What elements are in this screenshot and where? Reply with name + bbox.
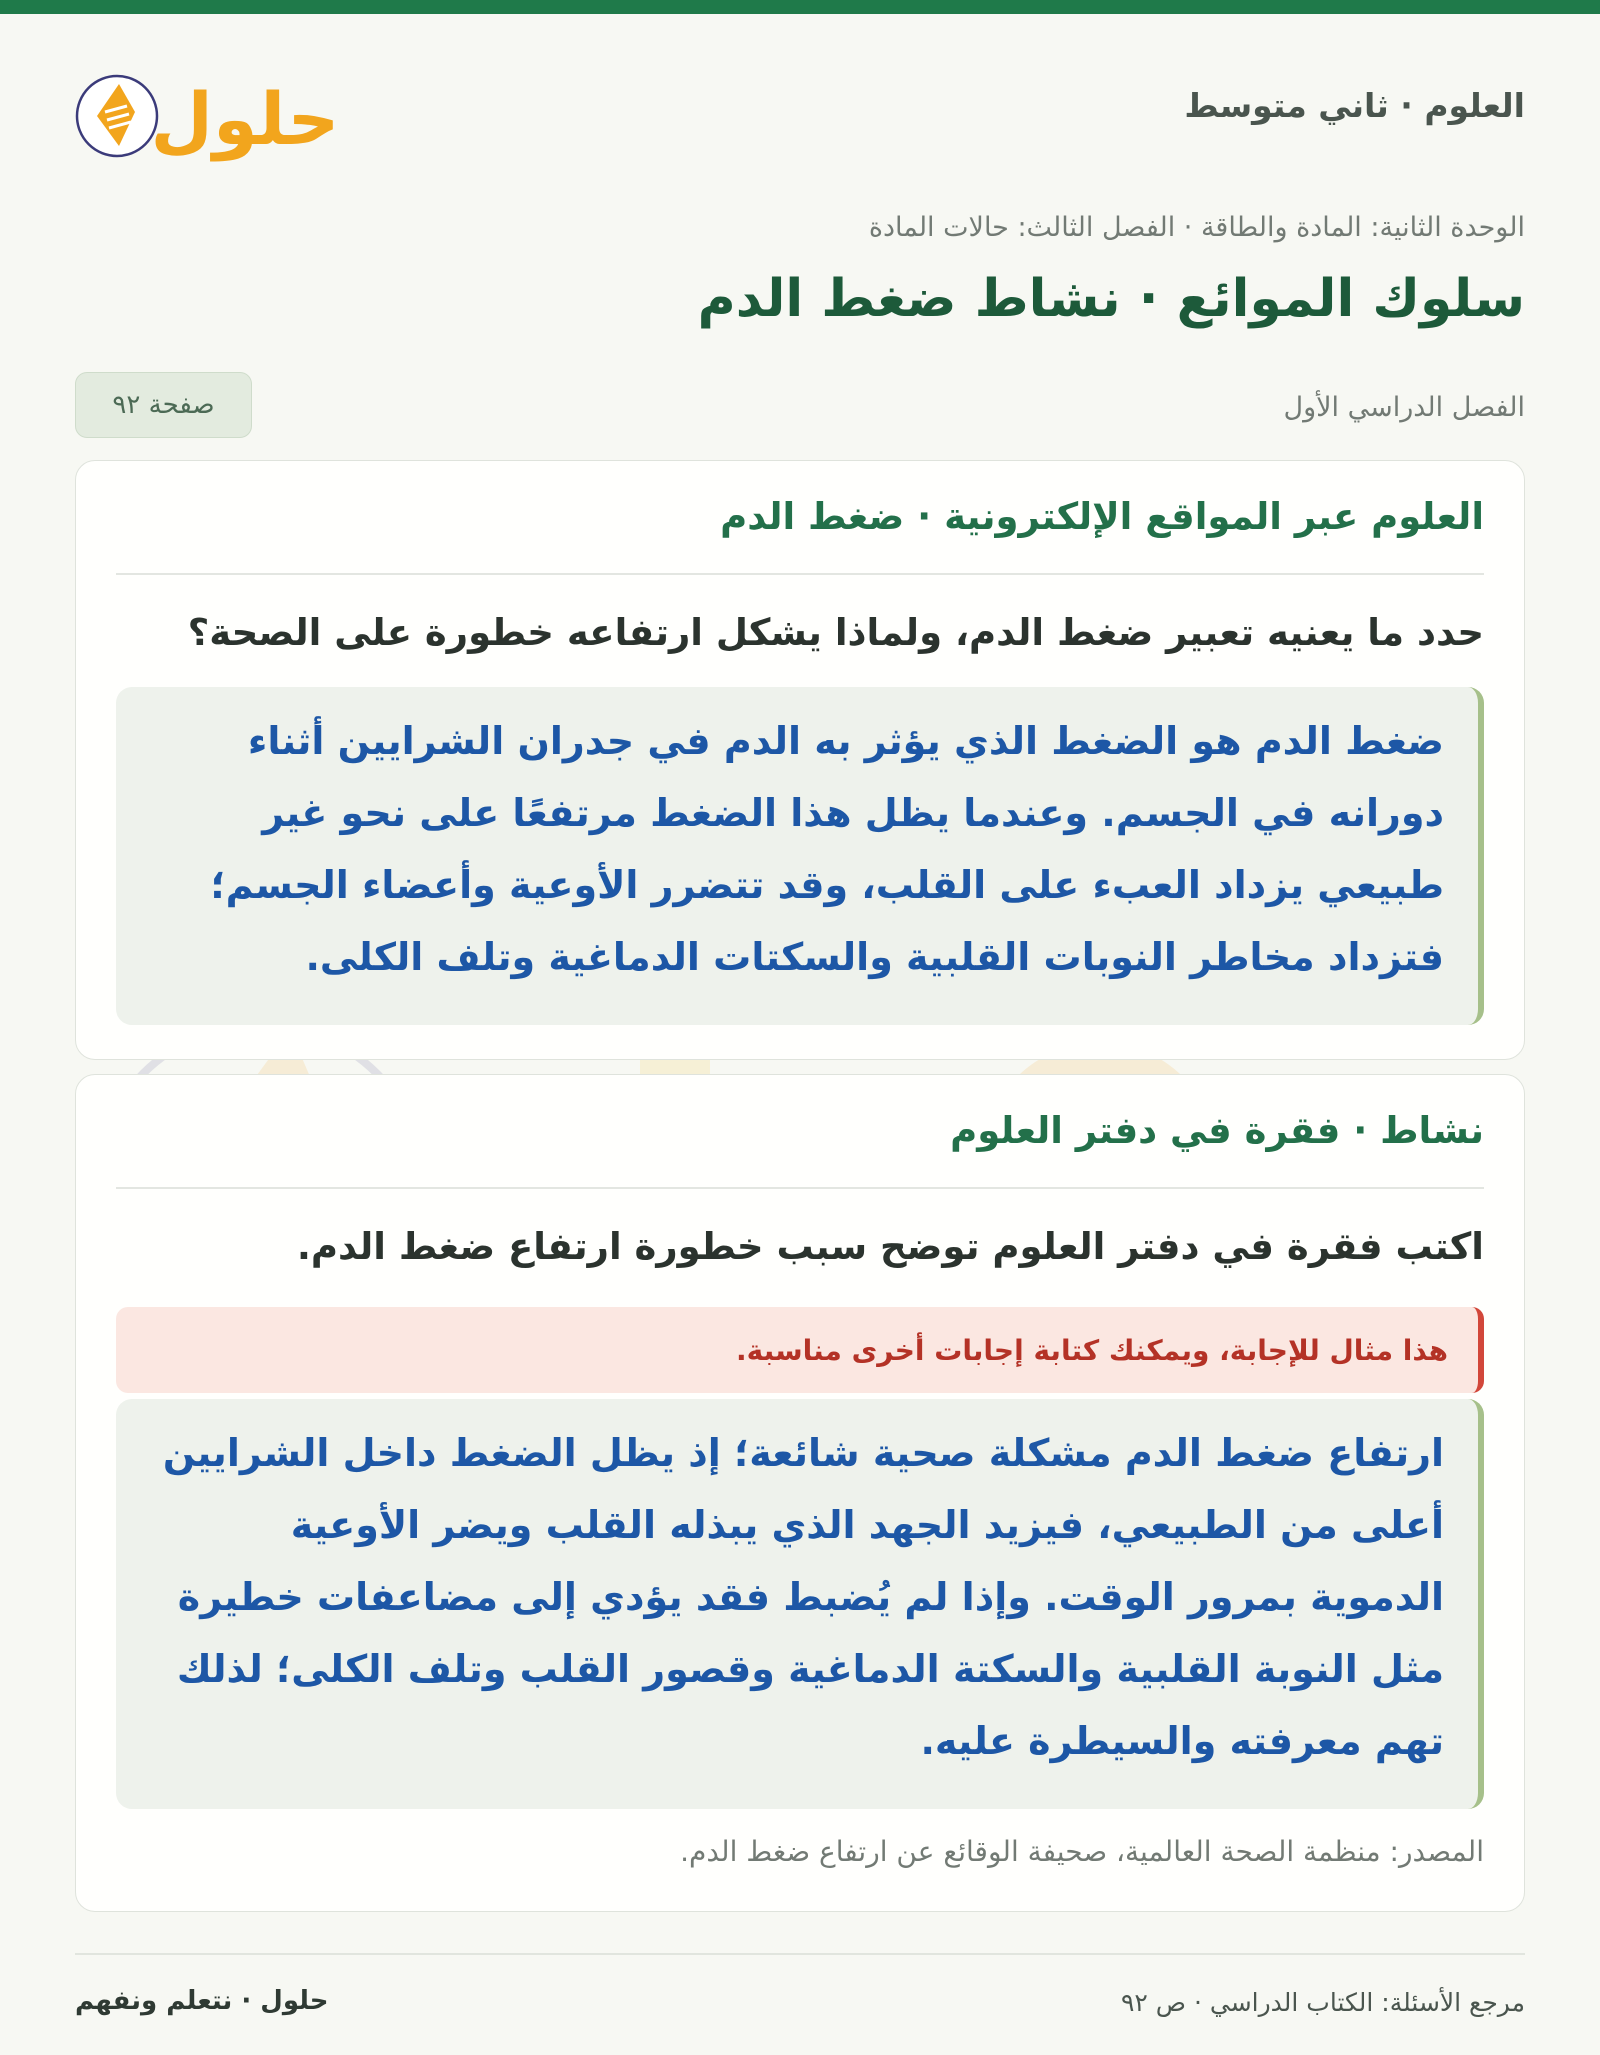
logo-text: حلول [150,77,340,161]
question-card-2 [75,1074,1525,1912]
example-note: هذا مثال للإجابة، ويمكنك كتابة إجابات أخرى مناسبة. [116,1307,1484,1393]
book-logo-icon [77,76,157,156]
source-citation: المصدر: منظمة الصحة العالمية، صحيفة الوقائع عن ارتفاع ضغط الدم. [680,1835,1484,1868]
subject-title: العلوم · ثاني متوسط [1184,86,1525,125]
semester-label: الفصل الدراسي الأول [1283,392,1525,423]
site-logo[interactable] [75,54,345,164]
answer-box: ضغط الدم هو الضغط الذي يؤثر به الدم في جدران الشرايين أثناء دورانه في الجسم. وعندما يظل هذا الضغط مرتفعًا على نحو غير طبيعي يزداد العبء على القلب، وقد تتضرر الأوعية وأعضاء الجسم؛ فتزداد مخاطر النوبات القلبية والسكتات الدماغية وتلف الكلى. [116,687,1484,1025]
card-divider [116,1187,1484,1189]
answer-box: ارتفاع ضغط الدم مشكلة صحية شائعة؛ إذ يظل الضغط داخل الشرايين أعلى من الطبيعي، فيزيد الجهد الذي يبذله القلب ويضر الأوعية الدموية بمرور الوقت. وإذا لم يُضبط فقد يؤدي إلى مضاعفات خطيرة مثل النوبة القلبية والسكتة الدماغية وقصور القلب وتلف الكلى؛ لذلك تهم معرفته والسيطرة عليه. [116,1399,1484,1809]
question-card-1 [75,460,1525,1060]
question-text: اكتب فقرة في دفتر العلوم توضح سبب خطورة ارتفاع ضغط الدم. [296,1225,1484,1268]
footer-reference: مرجع الأسئلة: الكتاب الدراسي · ص ٩٢ [1120,1988,1525,2017]
footer-divider [75,1953,1525,1955]
breadcrumb: الوحدة الثانية: المادة والطاقة · الفصل الثالث: حالات المادة [868,212,1525,243]
question-text: حدد ما يعنيه تعبير ضغط الدم، ولماذا يشكل ارتفاعه خطورة على الصحة؟ [187,611,1484,654]
top-accent-bar [0,0,1600,14]
card-title: نشاط · فقرة في دفتر العلوم [950,1109,1484,1152]
card-divider [116,573,1484,575]
footer-brand: حلول · نتعلم ونفهم [75,1986,329,2016]
page-number-badge: صفحة ٩٢ [75,372,252,438]
header [75,14,1525,164]
page-title: سلوك الموائع · نشاط ضغط الدم [697,269,1525,329]
card-title: العلوم عبر المواقع الإلكترونية · ضغط الدم [720,495,1484,538]
page-content [75,14,1525,1868]
